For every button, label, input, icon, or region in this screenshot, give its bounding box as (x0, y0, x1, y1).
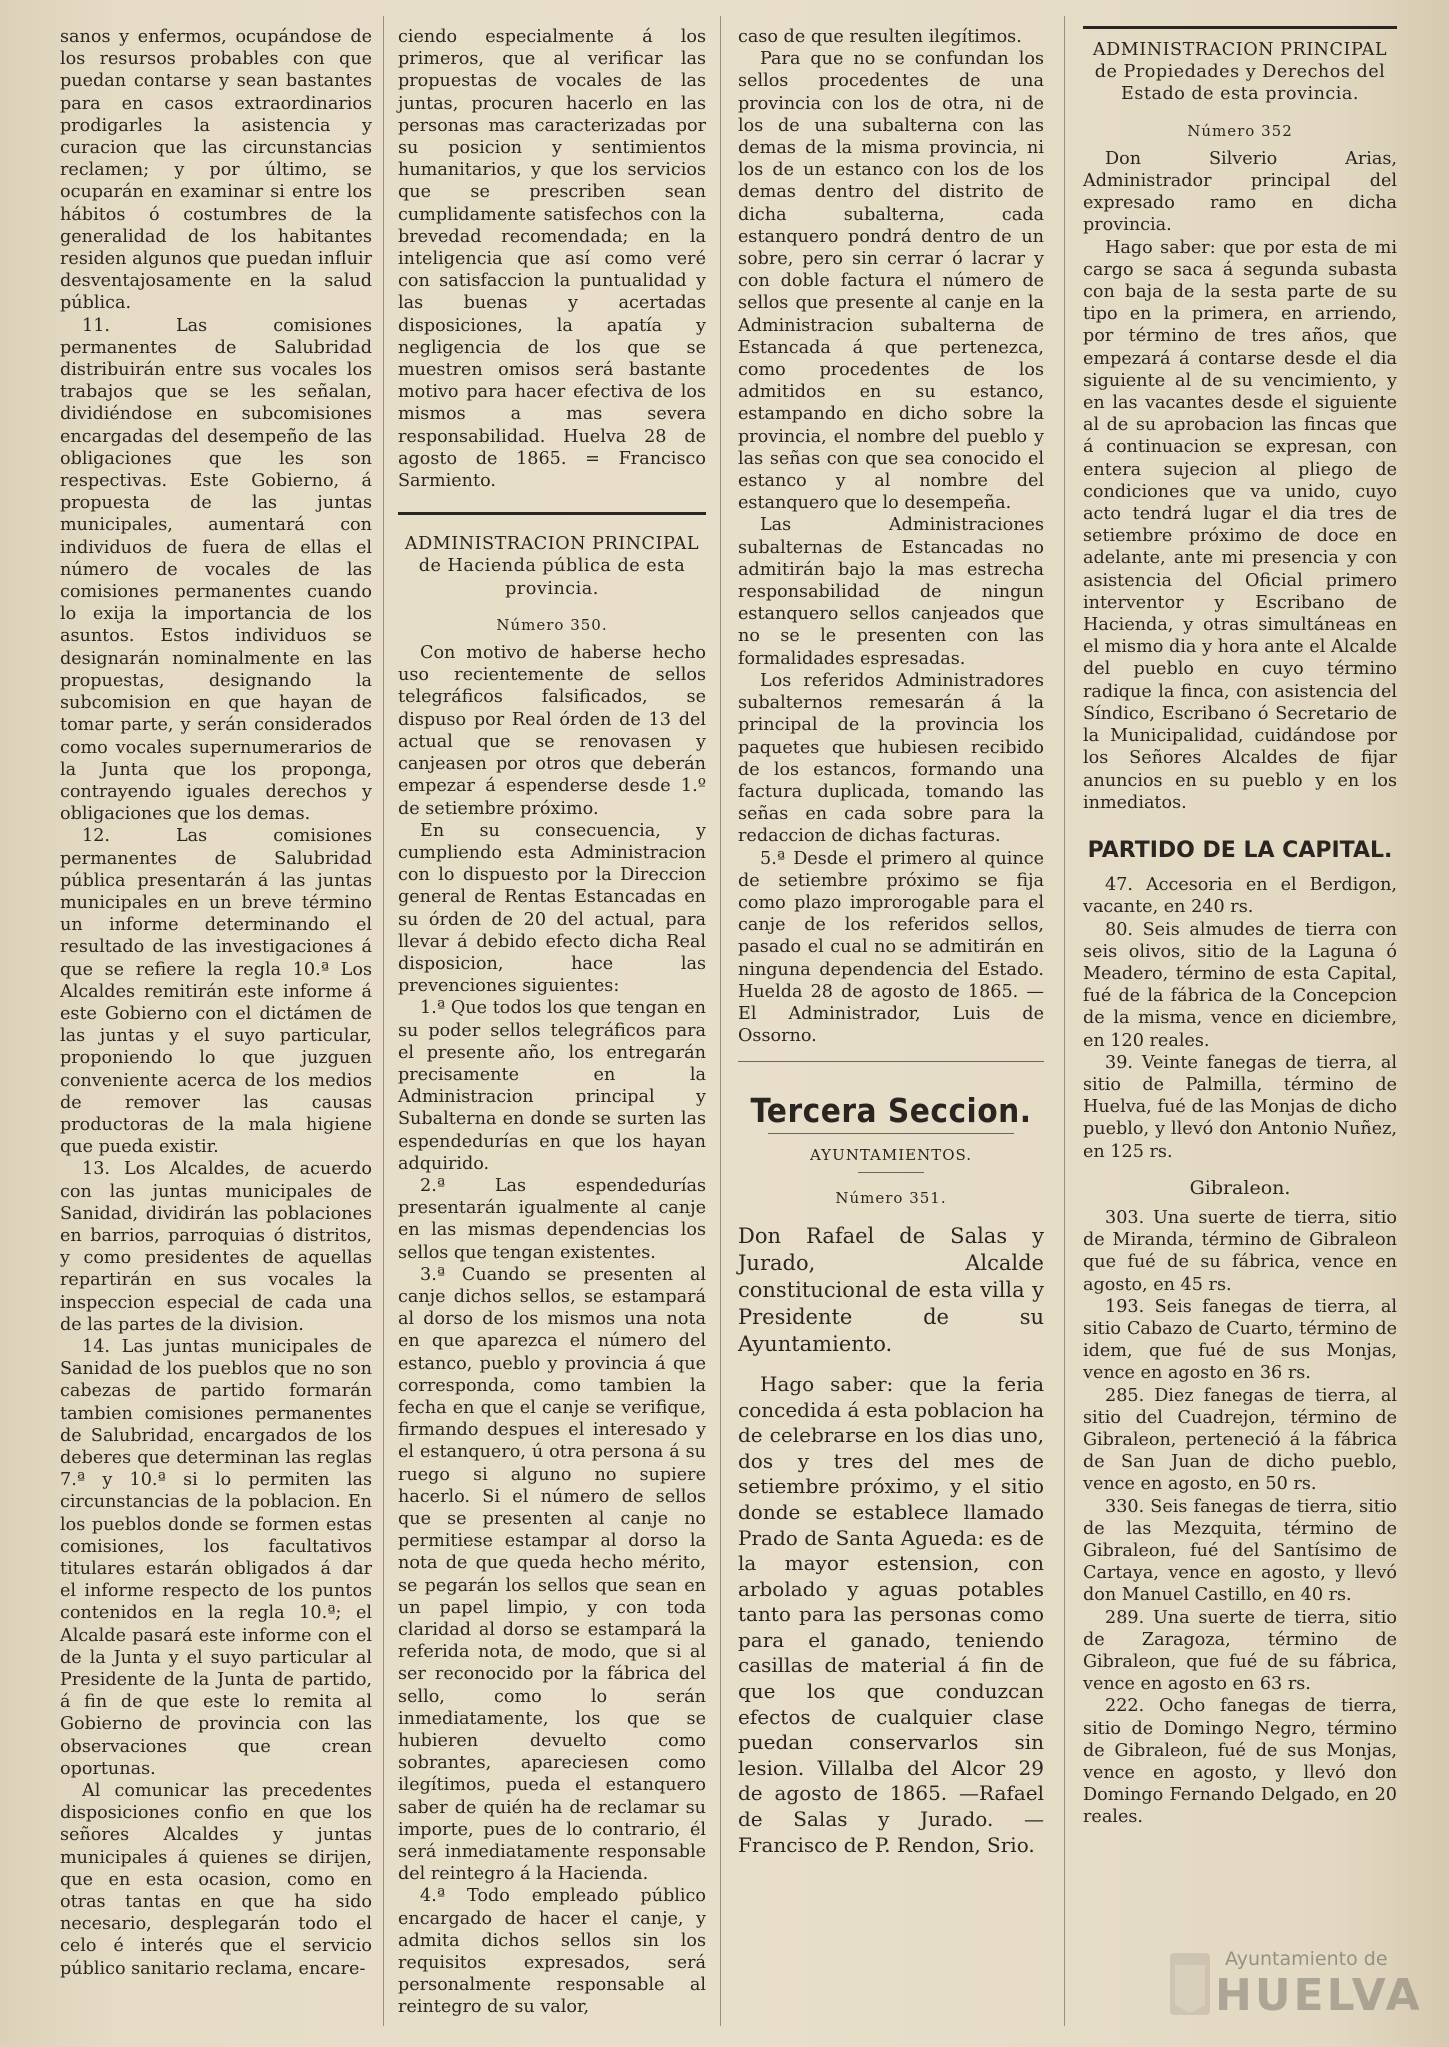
rule-1: 1.ª Que todos los que tengan en su poder sellos telegráficos para el presente año, los entregarán precisamente en la Administracion principal y Subalterna en donde se surten las espendedurías en que los hayan adquirido. (398, 998, 706, 1174)
paragraph: Los referidos Administradores subalternos remesarán á la principal de la provincia los paquetes que hubiesen recibido de los estancos, formando una factura duplicada, tomando las señas en cada sobre para la redaccion de dichas facturas. (738, 670, 1044, 847)
paragraph: sanos y enfermos, ocupándose de los resursos probables con que puedan contarse y sean bastantes para en casos extraordinarios prodigarles la asistencia y curacion que las circunstancias reclamen; y por último, se ocuparán en examinar si entre los hábitos ó costumbres de la generalidad de los habitantes residen algunos que puedan influir desventajosamente en la salud pública. (60, 27, 372, 314)
column-divider (383, 16, 384, 2026)
town-heading: Gibraleon. (1189, 1176, 1291, 1199)
list-item: 289. Una suerte de tierra, sitio de Zaragoza, término de Gibraleon, que fué de su fábrica, vence en agosto en 63 rs. (1083, 1607, 1397, 1695)
list-item: 47. Accesoria en el Berdigon, vacante, en 240 rs. (1083, 875, 1397, 918)
paragraph: Hago saber: que por esta de mi cargo se saca á segunda subasta con baja de la sesta parte de su tipo en la primera, en arriendo, por término de tres años, que empezará á contarse desde el dia siguiente al de su vencimiento, y en las vacantes desde el siguiente al de su aprobacion las fincas que á continuacion se expresan, con entera sujecion al pliego de condiciones que va unido, cuyo acto tendrá lugar el dia tres de setiembre próximo de doce en adelante, ante mi presencia y con asistencia del Oficial primero interventor y Escribano de Hacienda, y otras simultáneas en el mismo dia y hora ante el Alcalde del pueblo en cuyo término radique la finca, con asistencia del Síndico, Escribano ó Secretario de la Municipalidad, cuidándose por los Señores Alcaldes de fijar anuncios en su pueblo y en los inmediatos. (1083, 237, 1397, 813)
district-heading: PARTIDO DE LA CAPITAL. (1087, 837, 1393, 863)
paragraph: Con motivo de haberse hecho uso recientemente de sellos telegráficos falsificados, se dispuso por Real órden de 13 del actual que se renovasen y canjeasen por otros que deberán empezar á espenderse desde 1.º de setiembre próximo. (398, 643, 706, 819)
list-item: 39. Veinte fanegas de tierra, al sitio de Palmilla, término de Huelva, fué de las Monjas de dicho pueblo, y llevó don Antonio Nuñez, en 125 rs. (1083, 1052, 1397, 1162)
notice-lead: Don Rafael de Salas y Jurado, Alcalde constitucional de esta villa y Presidente de su Ayuntamiento. (738, 1223, 1044, 1356)
list-item: 285. Diez fanegas de tierra, al sitio del Cuadrejon, término de Gibraleon, perteneció á la fábrica de San Juan de dicho pueblo, vence en agosto, en 50 rs. (1083, 1385, 1397, 1495)
section-title: Tercera Seccion. (750, 1091, 1032, 1131)
rule-13: 13. Los Alcaldes, de acuerdo con las juntas municipales de Sanidad, dividirán las poblaciones en barrios, parroquias ó distritos, y como presidentes de aquellas repartirán en sus vocales la inspeccion especial de cada una de las partes de la division. (60, 1159, 372, 1335)
closing-paragraph: Al comunicar las precedentes disposiciones confio en que los señores Alcaldes y juntas municipales á quienes se dirijen, que en esta ocasion, como en otras tantas en que ha sido necesario, desplegarán todo el celo é interés que el servicio público sanitario reclama, encare- (60, 1781, 372, 1979)
rule-11: 11. Las comisiones permanentes de Salubridad distribuirán entre sus vocales los trabajos que se les señalan, dividiéndose en subcomisiones encargadas del desempeño de las obligaciones que les son respectivas. Este Gobierno, á propuesta de las juntas municipales, aumentará con individuos de fuera de ellas el número de vocales de las comisiones permanentes cuando lo exija la importancia de los asuntos. Estos individuos se designarán nominalmente en las propuestas, designando la subcomision en que hayan de tomar parte, y serán considerados como vocales supernumerarios de la Junta que los proponga, contrayendo iguales derechos y obligaciones que los demas. (60, 315, 372, 825)
rule-14: 14. Las juntas municipales de Sanidad de los pueblos que no son cabezas de partido formarán tambien comisiones permanentes de Salubridad, encargados de los deberes que determinan las reglas 7.ª y 10.ª si lo permiten las circunstancias de la poblacion. En los pueblos donde se formen estas comisiones, los facultativos titulares estarán obligados á dar el informe respecto de los puntos contenidos en la regla 10.ª; el Alcalde pasará este informe con el de la Junta y el suyo particular al Presidente de la Junta de partido, á fin de que este lo remita al Gobierno de provincia con las observaciones que crean oportunas. (60, 1336, 372, 1779)
paragraph: En su consecuencia, y cumpliendo esta Administracion con lo dispuesto por la Direccion general de Rentas Estancadas en su órden de 20 del actual, para llevar á debido efecto dicha Real disposicion, hace las prevenciones siguientes: (398, 820, 706, 997)
list-item: 330. Seis fanegas de tierra, sitio de las Mezquita, término de Gibraleon, fué del Santísimo de Cartaya, vence en agosto, y llevó don Manuel Castillo, en 40 rs. (1083, 1496, 1397, 1606)
section-rule (1083, 26, 1397, 29)
column-3 (738, 26, 1044, 1858)
paragraph: caso de que resulten ilegítimos. (738, 27, 1022, 47)
column-divider (1064, 16, 1065, 2026)
column-1 (60, 26, 372, 1980)
notice-lead: Don Silverio Arias, Administrador principal del expresado ramo en dicha provincia. (1083, 148, 1397, 236)
notice-header: ADMINISTRACION PRINCIPAL de Hacienda pública de esta provincia. (404, 534, 700, 599)
watermark-line-1: Ayuntamiento de (1225, 1948, 1388, 1970)
paragraph: Para que no se confundan los sellos procedentes de una provincia con los de otra, ni de los de una subalterna con las demas de la misma provincia, ni los de un estanco con los de los demas dentro del distrito de dicha subalterna, cada estanquero pondrá dentro de un sobre, pero sin cerrar ó lacrar y con doble factura el número de sellos que presente al canje en la Administracion subalterna de Estancada á que pertenezca, como procedentes de los admitidos en su estanco, estampando en dicho sobre la provincia, el nombre del pueblo y las señas con que sea conocido el estanco y al nombre del estanquero que lo desempeña. (738, 49, 1044, 514)
divider (738, 1061, 1044, 1062)
paragraph: Las Administraciones subalternas de Estancadas no admitirán bajo la mas estrecha responsabilidad de ningun estanquero sellos canjeados que no se le presenten con las formalidades espresadas. (738, 515, 1044, 669)
rule-4: 4.ª Todo empleado público encargado de hacer el canje, y admita dichos sellos sin los requisitos expresados, será personalmente responsable al reintegro de su valor, (398, 1886, 706, 2018)
notice-number: Número 352 (1187, 121, 1293, 140)
paragraph: Hago saber: que la feria concedida á esta poblacion ha de celebrarse en los dias uno, dos y tres del mes de setiembre próximo, y el sitio donde se establece llamado Prado de Santa Agueda: es de la mayor estension, con arbolado y aguas potables tanto para las personas como para el ganado, teniendo casillas de material á fin de que los que conduzcan efectos de cualquier clase puedan conservarlos sin lesion. Villalba del Alcor 29 de agosto de 1865. —Rafael de Salas y Jurado. —Francisco de P. Rendon, Srio. (738, 1371, 1044, 1857)
column-divider (720, 16, 721, 2026)
list-item: 193. Seis fanegas de tierra, al sitio Cabazo de Cuarto, término de idem, que fué de sus Monjas, vence en agosto en 36 rs. (1083, 1296, 1397, 1384)
divider (858, 1172, 924, 1173)
column-2 (398, 26, 706, 2019)
notice-number: Número 350. (496, 615, 608, 634)
watermark-line-2: HUELVA (1215, 1970, 1423, 2021)
rule-2: 2.ª Las espendedurías presentarán igualmente al canje en las mismas dependencias los sellos que tengan existentes. (398, 1175, 706, 1263)
section-rule (398, 512, 706, 515)
paragraph: ciendo especialmente á los primeros, que al verificar las propuestas de vocales de las juntas, procuren hacerlo en las personas mas caracterizadas por su posicion y sentimientos humanitarios, y que los servicios que se prescriben sean cumplidamente satisfechos con la brevedad recomendada; en la inteligencia que así como veré con satisfaccion la puntualidad y las buenas y acertadas disposiciones, la apatía y negligencia de los que se muestren omisos será bastante motivo para hacer efectiva de los mismos a mas severa responsabilidad. Huelva 28 de agosto de 1865. = Francisco Sarmiento. (398, 27, 706, 492)
rule-3: 3.ª Cuando se presenten al canje dichos sellos, se estampará al dorso de los mismos una nota en que aparezca el número del estanco, pueblo y provincia á que corresponda, como tambien la fecha en que el canje se verifique, firmando despues el interesado y el estanquero, ú otra persona á su ruego si alguno no supiere hacerlo. Si el número de sellos que se presenten al canje no permitiese estampar al dorso la nota de que queda hecho mérito, se pegarán los sellos que sean en un papel limpio, y con toda claridad al dorso se estampará la referida nota, de modo, que si al ser reconocido por la fábrica del sello, como lo serán inmediatamente, los que se hubieren devuelto como sobrantes, apareciesen como ilegítimos, pueda el estanquero saber de quién ha de reclamar su importe, pues de lo contrario, él será inmediatamente responsable del reintegro á la Hacienda. (398, 1264, 706, 1885)
section-subtitle: AYUNTAMIENTOS. (809, 1145, 973, 1164)
notice-number: Número 351. (835, 1188, 947, 1207)
list-item: 303. Una suerte de tierra, sitio de Miranda, término de Gibraleon que fué de su fábrica, vence en agosto, en 45 rs. (1083, 1207, 1397, 1295)
rule-5: 5.ª Desde el primero al quince de setiembre próximo se fija como plazo improrogable para el canje de los referidos sellos, pasado el cual no se admitirán en ninguna dependencia del Estado. Huelda 28 de agosto de 1865. — El Administrador, Luis de Ossorno. (738, 848, 1044, 1047)
column-4 (1083, 26, 1397, 1829)
rule-12: 12. Las comisiones permanentes de Salubridad pública presentarán á las juntas municipales en un breve término un informe determinando el resultado de las investigaciones á que se refiere la regla 10.ª Los Alcaldes remitirán este informe á este Gobierno con el dictámen de las juntas y el suyo particular, proponiendo lo que juzguen conveniente acerca de los medios de remover las causas productoras de la mala higiene que pueda existir. (60, 826, 372, 1158)
divider (768, 1133, 1014, 1134)
notice-header: ADMINISTRACION PRINCIPAL de Propiedades y Derechos del Estado de esta provincia. (1092, 40, 1388, 105)
list-item: 80. Seis almudes de tierra con seis olivos, sitio de la Laguna ó Meadero, término de esta Capital, fué de la fábrica de la Concepcion de la misma, vence en diciembre, en 120 reales. (1083, 919, 1397, 1051)
list-item: 222. Ocho fanegas de tierra, sitio de Domingo Negro, término de Gibraleon, fué de sus Monjas, vence en agosto, y llevó don Domingo Fernando Delgado, en 20 reales. (1083, 1696, 1397, 1828)
